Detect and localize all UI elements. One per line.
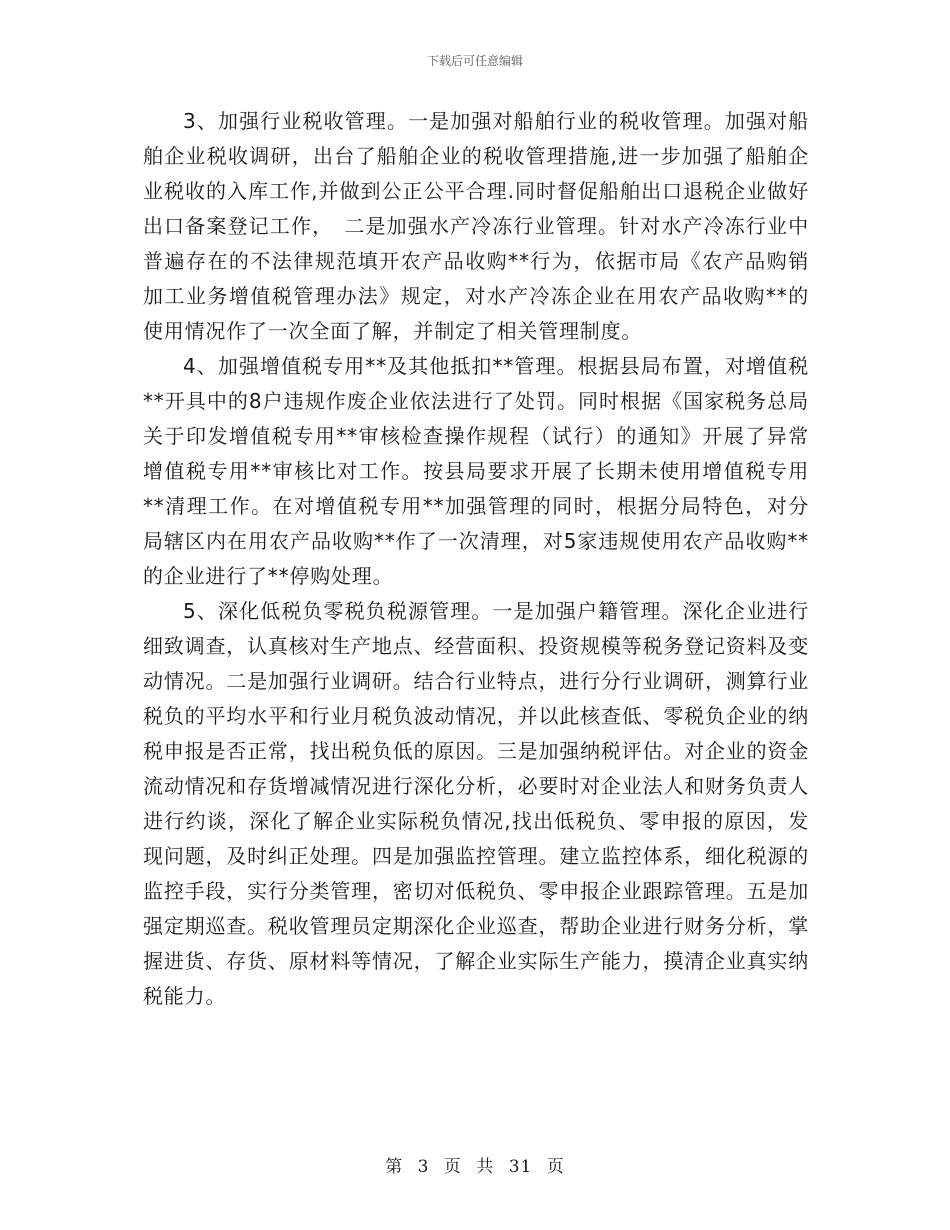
page-number: 3 (417, 1157, 430, 1177)
footer-page-word: 页 (443, 1157, 462, 1177)
paragraph-low-tax-source: 5、深化低税负零税负税源管理。一是加强户籍管理。深化企业进行细致调查，认真核对生产地点、经营面积、投资规模等税务登记资料及变动情况。二是加强行业调研。结合行业特点，进行分行业调研，测算行业税负的平均水平和行业月税负波动情况，并以此核查低、零税负企业的纳税申报是否正常，找出税负低的原因。三是加强纳税评估。对企业的资金流动情况和存货增减情况进行深化分析，必要时对企业法人和财务负责人进行约谈，深化了解企业实际税负情况,找出低税负、零申报的原因，发现问题，及时纠正处理。四是加强监控管理。建立监控体系，细化税源的监控手段，实行分类管理，密切对低税负、零申报企业跟踪管理。五是加强定期巡查。税收管理员定期深化企业巡查，帮助企业进行财务分析，掌握进货、存货、原材料等情况，了解企业实际生产能力，摸清企业真实纳税能力。 (143, 599, 809, 1008)
footer-total-word: 共 (476, 1157, 495, 1177)
page-footer (0, 1152, 950, 1177)
paragraph-industry-tax: 3、加强行业税收管理。一是加强对船舶行业的税收管理。加强对船舶企业税收调研，出台了船舶企业的税收管理措施,进一步加强了船舶企业税收的入库工作,并做到公正公平合理.同时督促船舶出口退税企业做好出口备案登记工作， 二是加强水产冷冻行业管理。针对水产冷冻行业中普遍存在的不法律规范填开农产品收购**行为，依据市局《农产品购销加工业务增值税管理办法》规定，对水产冷冻企业在用农产品收购**的使用情况作了一次全面了解，并制定了相关管理制度。 (143, 109, 809, 343)
header-note: 下载后可任意编辑 (426, 54, 523, 68)
document-body (143, 104, 809, 1014)
total-pages: 31 (508, 1157, 533, 1177)
paragraph-vat-invoice: 4、加强增值税专用**及其他抵扣**管理。根据县局布置，对增值税**开具中的8户违规作废企业依法进行了处罚。同时根据《国家税务总局关于印发增值税专用**审核检查操作规程（试行）的通知》开展了异常增值税专用**审核比对工作。按县局要求开展了长期未使用增值税专用**清理工作。在对增值税专用**加强管理的同时，根据分局特色，对分局辖区内在用农产品收购**作了一次清理，对5家违规使用农产品收购**的企业进行了**停购处理。 (143, 354, 809, 588)
page-header (0, 52, 950, 69)
footer-suffix: 页 (546, 1157, 565, 1177)
footer-prefix: 第 (385, 1157, 404, 1177)
